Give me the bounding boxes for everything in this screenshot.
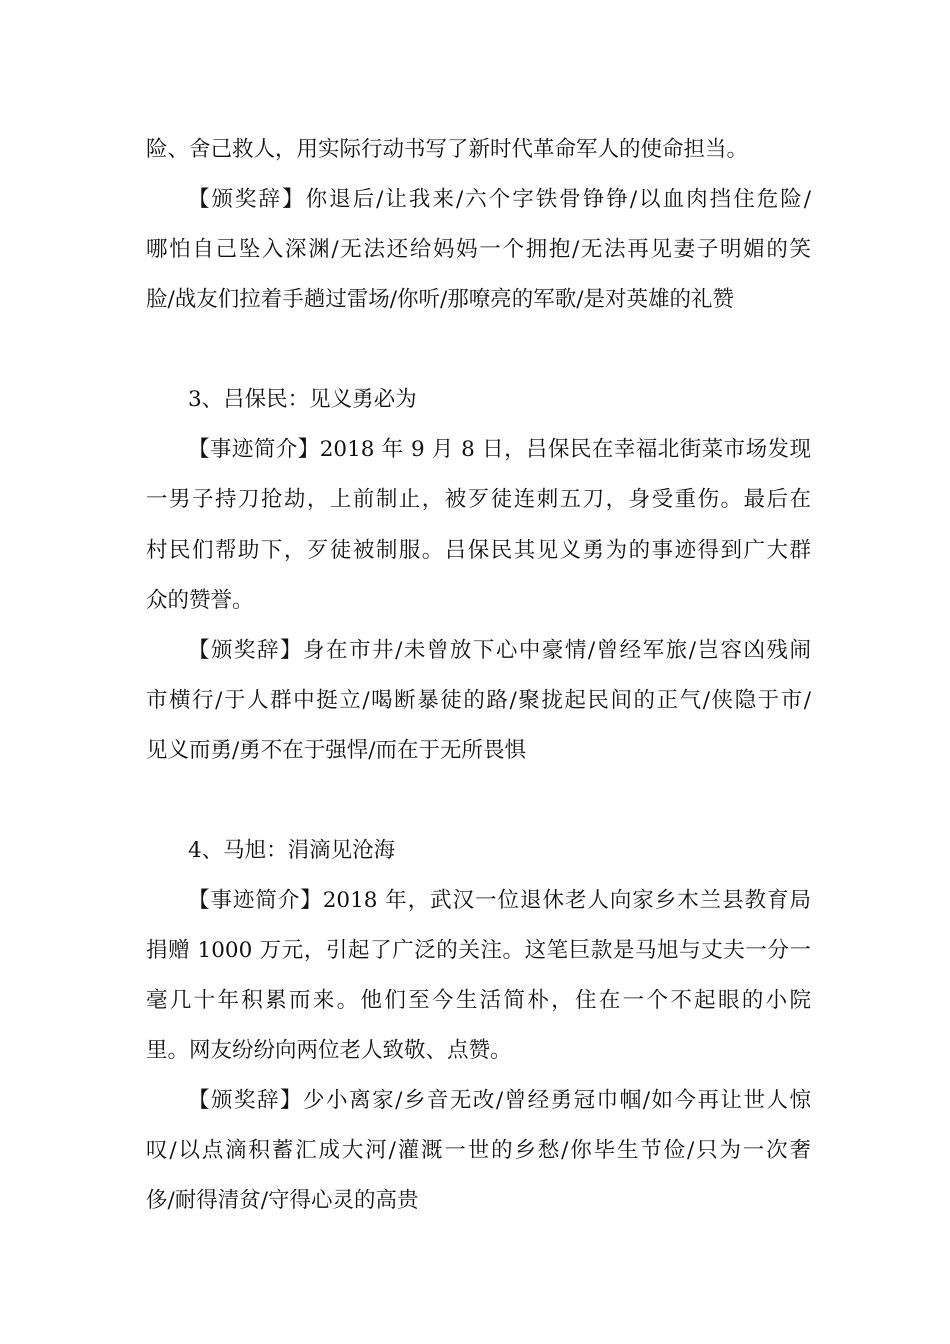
paragraph-line: 哪怕自己坠入深渊/无法还给妈妈一个拥抱/无法再见妻子明媚的笑 [146, 237, 811, 262]
paragraph-line: 村民们帮助下，歹徒被制服。吕保民其见义勇为的事迹得到广大群 [146, 538, 811, 563]
award-speech-line: 【颁奖辞】你退后/让我来/六个字铁骨铮铮/以血肉挡住危险/ [188, 187, 811, 212]
paragraph-line: 毫几十年积累而来。他们至今生活简朴，住在一个不起眼的小院 [146, 988, 811, 1013]
story-intro-line: 【事迹简介】2018 年 9 月 8 日，吕保民在幸福北街菜市场发现 [188, 437, 811, 462]
paragraph-line: 里。网友纷纷向两位老人致敬、点赞。 [146, 1038, 512, 1063]
paragraph-line: 见义而勇/勇不在于强悍/而在于无所畏惧 [146, 738, 526, 763]
section-heading: 4、马旭：涓滴见沧海 [188, 838, 396, 863]
paragraph-line: 众的赞誉。 [146, 588, 254, 613]
paragraph-line: 侈/耐得清贫/守得心灵的高贵 [146, 1188, 419, 1213]
paragraph-line: 险、舍己救人，用实际行动书写了新时代革命军人的使命担当。 [146, 137, 749, 162]
story-intro-line: 【事迹简介】2018 年，武汉一位退休老人向家乡木兰县教育局 [188, 888, 811, 913]
paragraph-line: 脸/战友们拉着手趟过雷场/你听/那嘹亮的军歌/是对英雄的礼赞 [146, 287, 734, 312]
paragraph-line: 叹/以点滴积蓄汇成大河/灌溉一世的乡愁/你毕生节俭/只为一次奢 [146, 1138, 811, 1163]
paragraph-line: 一男子持刀抢劫，上前制止，被歹徒连刺五刀，身受重伤。最后在 [146, 487, 811, 512]
section-heading: 3、吕保民：见义勇必为 [188, 387, 417, 412]
paragraph-line: 市横行/于人群中挺立/喝断暴徒的路/聚拢起民间的正气/侠隐于市/ [146, 688, 811, 713]
award-speech-line: 【颁奖辞】少小离家/乡音无改/曾经勇冠巾帼/如今再让世人惊 [188, 1088, 811, 1113]
paragraph-line: 捐赠 1000 万元，引起了广泛的关注。这笔巨款是马旭与丈夫一分一 [146, 938, 811, 963]
award-speech-line: 【颁奖辞】身在市井/未曾放下心中豪情/曾经军旅/岂容凶残闹 [188, 638, 811, 663]
